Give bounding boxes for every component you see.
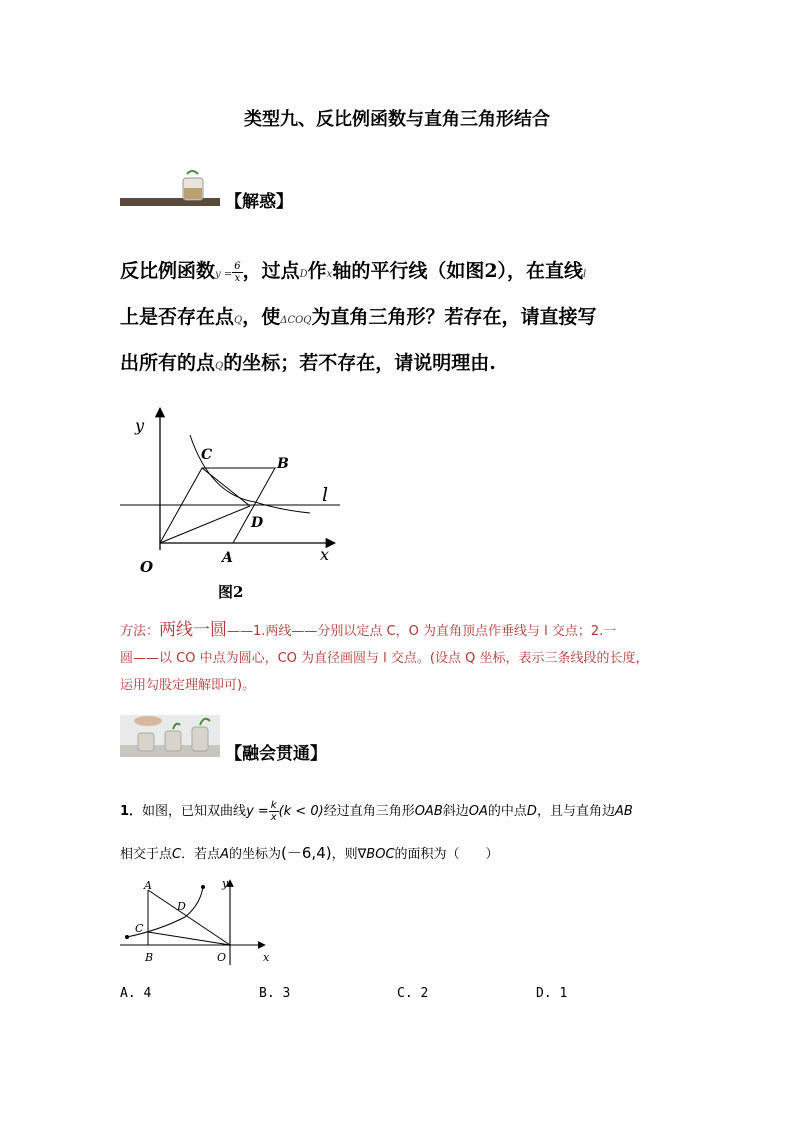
problem-text: 反比例函数y = $\frac{6}{x}$，过点D作x轴的平行线（如图2），在直线l 上是否存在点Q，使ΔCOQ为直角三角形？若存在，请直接写 出所有的点Q的坐标；若不存在，请说明理由.	[120, 260, 597, 374]
label-y: y	[135, 416, 145, 435]
segment-cd	[202, 468, 250, 506]
label-d: D	[251, 515, 264, 531]
q1-label-o: O	[217, 951, 227, 964]
choice-a: A. 4	[120, 986, 152, 1001]
label-c: C	[201, 447, 213, 463]
q1-label-d: D	[177, 900, 186, 913]
q1-label-a: A	[144, 879, 152, 892]
section-banner-image-2	[120, 715, 220, 757]
section-label-jiehuo: 【解惑】	[225, 192, 293, 212]
segment-ao	[148, 890, 230, 945]
q1-label-b: B	[145, 951, 154, 964]
label-x: x	[320, 545, 330, 564]
segment-co	[148, 932, 230, 945]
q1-label-y: y	[222, 877, 229, 890]
coin-jar-icon	[178, 170, 208, 202]
q1-label-c: C	[135, 922, 144, 935]
page-title: 类型九、反比例函数与直角三角形结合	[244, 109, 550, 130]
section-label-ronghui: 【融会贯通】	[225, 744, 327, 764]
figure-2-caption: 图2	[218, 583, 244, 601]
choice-c: C. 2	[397, 986, 429, 1001]
question-1-diagram	[115, 875, 280, 970]
method-note: 方法：两线一圆——1.两线——分别以定点 C，O 为直角顶点作垂线与 l 交点；2.一 圆——以 CO 中点为圆心，CO 为直径画圆与 l 交点。(设点 Q 坐标，表示三条线段的长度， 运用勾股定理解即可)。	[120, 620, 649, 693]
fraction-6-over-x: $\frac{6}{x}$	[234, 260, 241, 284]
choice-d: D. 1	[536, 986, 568, 1001]
label-l: l	[322, 484, 329, 506]
label-a: A	[222, 550, 233, 566]
label-o: O	[140, 558, 154, 576]
q1-label-x: x	[263, 951, 270, 964]
question-1-line-1: 1．如图，已知双曲线y = $\frac{k}{x}(k < 0)$经过直角三角形OAB斜边OA的中点D，且与直角边AB	[120, 800, 633, 823]
question-1-line-2: 相交于点C．若点A的坐标为(－6,4)，则∇BOC的面积为（ ）	[120, 844, 499, 862]
choice-b: B. 3	[259, 986, 291, 1001]
fraction-k-over-x: $\frac{k}{x}$	[270, 800, 277, 823]
figure-2-diagram	[115, 400, 355, 610]
label-b: B	[277, 456, 289, 472]
